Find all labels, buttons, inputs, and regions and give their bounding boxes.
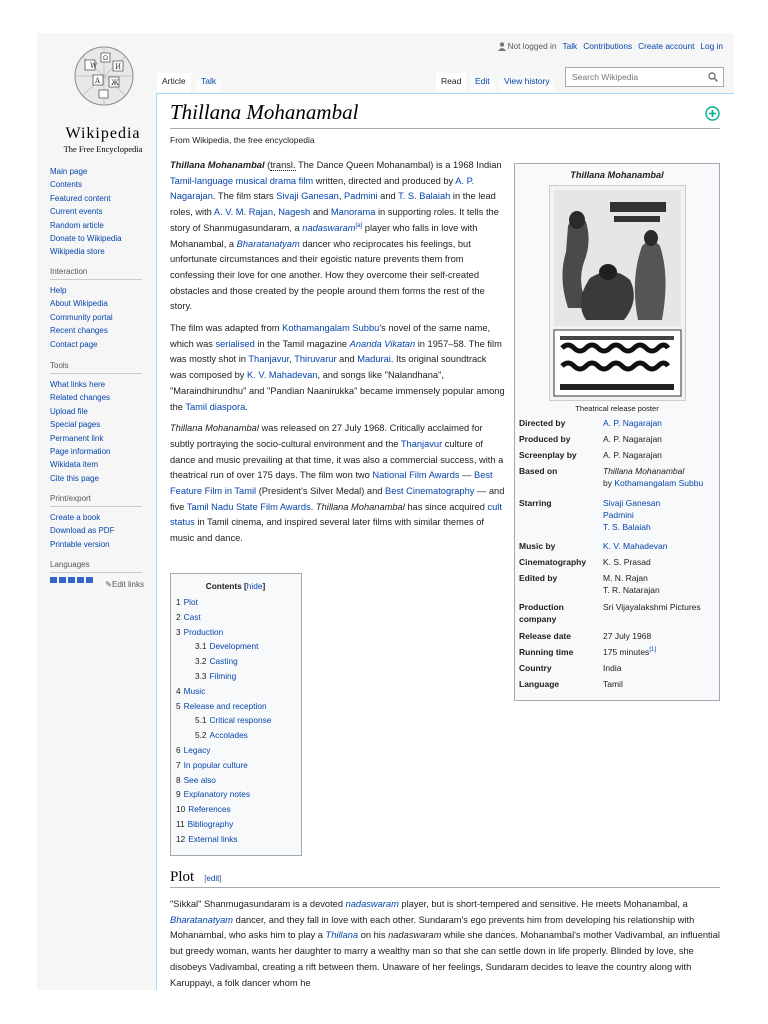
lead-paragraph-1: Thillana Mohanambal (transl. The Dance Queen Mohanambal) is a 1968 Indian Tamil-language musical drama film written, directed and produced by A. P. Nagarajan. The film stars Sivaji Ganesan, Padmini and T. S. Balaiah in the lead roles, with A. V. M. Rajan, Nagesh and Manorama in supporting roles. It tells the story of Shanmugasundaram, a nadaswaram[a] player who falls in love with Mohanambal, a Bharatanatyam dancer who reciprocates his feelings, but unfortunate circumstances and their egoistic nature prevents them from confessing their love for one another. How they overcome their self-created obstacles and those created by the people around them forms the rest of the story. bbox=[170, 160, 502, 312]
site-tagline: From Wikipedia, the free encyclopedia bbox=[170, 135, 315, 145]
infobox-row-cinematography: Cinematography K. S. Prasad bbox=[519, 556, 715, 568]
sidebar-tools bbox=[50, 361, 150, 485]
content-area bbox=[156, 93, 734, 990]
logo-tagline: The Free Encyclopedia bbox=[63, 144, 143, 154]
tab-edit[interactable]: Edit bbox=[470, 73, 495, 92]
infobox-row-directed-by: Directed by A. P. Nagarajan bbox=[519, 417, 715, 429]
lead-paragraph-3: Thillana Mohanambal was released on 27 July 1968. Critically acclaimed for subtly portraying the socio-cultural environment and the Thanjavur culture of dance and music prevailing at that time, it was also a commercial success, with a theatrical run of over 175 days. The film won two National Film Awards — Best Feature Film in Tamil (President's Silver Medal) and Best Cinematography — and five Tamil Nadu State Film Awards. Thillana Mohanambal has since acquired cult status in Tamil cinema, and inspired several later films with similar themes of music and dance. bbox=[170, 423, 505, 544]
sidebar-item-wikipedia-store[interactable]: Wikipedia store bbox=[50, 247, 105, 257]
sidebar-languages bbox=[50, 560, 150, 589]
not-logged-in: Not logged in bbox=[498, 41, 557, 51]
sidebar-item-upload-file[interactable]: Upload file bbox=[50, 406, 88, 416]
contributions-link[interactable]: Contributions bbox=[583, 41, 633, 51]
logo-wordmark: Wikipedia bbox=[65, 125, 141, 142]
toc-item-critical-response[interactable]: 5.1 Critical response bbox=[195, 715, 272, 726]
sidebar-item-related-changes[interactable]: Related changes bbox=[50, 393, 111, 403]
sidebar-item-about-wikipedia[interactable]: About Wikipedia bbox=[50, 299, 108, 309]
infobox-value: 27 July 1968 bbox=[603, 631, 652, 641]
infobox-row-produced-by: Produced by A. P. Nagarajan bbox=[519, 433, 715, 445]
infobox-row-language: Language Tamil bbox=[519, 678, 715, 690]
toc-item-plot[interactable]: 1 Plot bbox=[176, 597, 198, 607]
plot-edit-link[interactable]: edit bbox=[206, 874, 220, 883]
infobox-value: A. P. Nagarajan bbox=[603, 434, 662, 444]
infobox-row-country: Country India bbox=[519, 662, 715, 674]
lead-paragraph-2: The film was adapted from Kothamangalam Subbu's novel of the same name, which was serialised in the Tamil magazine Ananda Vikatan in 1957–58. The film was mostly shot in Thanjavur, Thiruvarur and Madurai. Its original soundtrack was composed by K. V. Mahadevan, and songs like "Nalandhana", "Maraindhirundhu" and "Pandian Naanirukka" became immensely popular among the Tamil diaspora. bbox=[170, 323, 505, 412]
sidebar-item-create-a-book[interactable]: Create a book bbox=[50, 513, 101, 522]
search-input[interactable]: Search Wikipedia bbox=[565, 67, 724, 87]
infobox-value[interactable]: T. S. Balaiah bbox=[603, 522, 651, 532]
sidebar-item-community-portal[interactable]: Community portal bbox=[50, 312, 113, 322]
log-in-link[interactable]: Log in bbox=[700, 41, 723, 51]
sidebar-item-printable-version[interactable]: Printable version bbox=[50, 539, 110, 549]
infobox-value[interactable]: K. V. Mahadevan bbox=[603, 541, 668, 551]
infobox-value: M. N. Rajan bbox=[603, 573, 648, 583]
toc-item-accolades[interactable]: 5.2 Accolades bbox=[195, 730, 248, 741]
article-body bbox=[170, 158, 505, 553]
talk-link[interactable]: Talk bbox=[562, 41, 578, 51]
citation-link[interactable]: [1] bbox=[649, 647, 656, 654]
infobox-value[interactable]: Sivaji Ganesan bbox=[603, 498, 661, 508]
sidebar-item-wikidata-item[interactable]: Wikidata item bbox=[50, 460, 99, 470]
infobox-row-production-company: Production company Sri Vijayalakshmi Pictures bbox=[519, 601, 715, 625]
infobox-row-music-by: Music by K. V. Mahadevan bbox=[519, 540, 715, 552]
sidebar-interaction bbox=[50, 267, 150, 351]
infobox-value: T. R. Natarajan bbox=[603, 585, 660, 595]
tab-talk[interactable]: Talk bbox=[196, 73, 221, 92]
svg-text:Ж: Ж bbox=[111, 79, 119, 87]
table-of-contents bbox=[170, 573, 302, 856]
infobox-caption: Theatrical release poster bbox=[575, 404, 659, 413]
infobox-value[interactable]: Padmini bbox=[603, 510, 634, 520]
title-divider bbox=[170, 128, 720, 129]
toc-item-legacy[interactable]: 6 Legacy bbox=[176, 744, 211, 755]
interaction-heading: Interaction bbox=[50, 267, 142, 280]
plot-heading: Plot [edit] bbox=[170, 869, 222, 885]
toc-item-development[interactable]: 3.1 Development bbox=[195, 641, 259, 652]
sidebar-item-cite-this-page[interactable]: Cite this page bbox=[50, 473, 99, 483]
plot-divider bbox=[170, 887, 720, 888]
sidebar-item-random-article[interactable]: Random article bbox=[50, 220, 104, 230]
infobox-value: A. P. Nagarajan bbox=[603, 450, 662, 460]
toc-item-music[interactable]: 4 Music bbox=[176, 685, 206, 696]
sidebar-item-featured-content[interactable]: Featured content bbox=[50, 193, 111, 203]
user-icon bbox=[498, 42, 506, 51]
sidebar-navigation bbox=[50, 165, 150, 259]
infobox-value: Tamil bbox=[603, 679, 623, 689]
infobox-row-release-date: Release date 27 July 1968 bbox=[519, 630, 715, 642]
toc-item-references[interactable]: 10 References bbox=[176, 804, 231, 815]
personal-tools bbox=[498, 41, 723, 51]
create-account-link[interactable]: Create account bbox=[638, 41, 695, 51]
svg-text:A: A bbox=[95, 77, 101, 85]
wikipedia-logo[interactable] bbox=[48, 45, 158, 165]
theatrical-poster-image[interactable] bbox=[549, 185, 686, 401]
infobox bbox=[514, 163, 720, 701]
toc-item-filming[interactable]: 3.3 Filming bbox=[195, 670, 237, 681]
author-link[interactable]: Kothamangalam Subbu bbox=[614, 478, 704, 488]
infobox-value[interactable]: A. P. Nagarajan bbox=[603, 418, 662, 428]
sidebar-item-contents[interactable]: Contents bbox=[50, 180, 83, 190]
sidebar-item-recent-changes[interactable]: Recent changes bbox=[50, 326, 108, 336]
infobox-row-starring: Starring Sivaji Ganesan Padmini T. S. Balaiah bbox=[519, 497, 715, 533]
pencil-icon: ✎ bbox=[105, 580, 112, 589]
sidebar-item-donate-to-wikipedia[interactable]: Donate to Wikipedia bbox=[50, 234, 122, 244]
svg-text:Ω: Ω bbox=[103, 55, 108, 62]
sidebar-print bbox=[50, 494, 150, 551]
sidebar-item-permanent-link[interactable]: Permanent link bbox=[50, 433, 104, 443]
toc-item-bibliography[interactable]: 11 Bibliography bbox=[176, 818, 234, 829]
edit-links[interactable]: ✎Edit links bbox=[105, 580, 144, 589]
page-title: Thillana Mohanambal bbox=[170, 100, 359, 124]
sidebar-item-page-information[interactable]: Page information bbox=[50, 447, 111, 457]
globe-icon bbox=[73, 45, 135, 107]
tab-view-history[interactable]: View history bbox=[499, 73, 555, 92]
tab-read[interactable]: Read bbox=[436, 73, 466, 92]
svg-text:W: W bbox=[90, 62, 98, 70]
sidebar-item-contact-page[interactable]: Contact page bbox=[50, 339, 98, 349]
plot-paragraph: "Sikkal" Shanmugasundaram is a devoted nadaswaram player, but is short-tempered and sensitive. He meets Mohanambal, a Bharatanatyam dancer, and they fall in love with each other. Sundaram's ego prevents him from developing his relationship with Mohanambal, who asks him to play a Thillana on his nadaswaram while she dances. Mohanambal's mother Vadivambal, an influential but greedy woman, wants her daughter to marry a wealthy man so that she can settle down in life properly. Blinded by love, she disobeys Vadivambal, creating a rift between them. Unaware of her feelings, Sundaram decides to leave the country along with Karuppayi, a folk dancer whom he bbox=[170, 899, 720, 988]
toc-item-release-and-reception[interactable]: 5 Release and reception bbox=[176, 700, 267, 711]
toc-hide-toggle[interactable]: hide bbox=[246, 581, 263, 591]
print-heading: Print/export bbox=[50, 494, 142, 507]
toc-item-external-links[interactable]: 12 External links bbox=[176, 833, 238, 844]
languages-heading: Languages bbox=[50, 560, 142, 573]
infobox-row-running-time: Running time 175 minutes[1] bbox=[519, 647, 656, 657]
sidebar-item-help[interactable]: Help bbox=[50, 286, 67, 295]
toc-item-in-popular-culture[interactable]: 7 In popular culture bbox=[176, 759, 248, 770]
sidebar-item-main-page[interactable]: Main page bbox=[50, 167, 88, 176]
infobox-row-edited-by: Edited by M. N. Rajan T. R. Natarajan bbox=[519, 572, 715, 596]
infobox-title: Thillana Mohanambal bbox=[570, 170, 664, 180]
toc-title: Contents [hide] bbox=[205, 581, 266, 591]
infobox-value: Sri Vijayalakshmi Pictures bbox=[603, 602, 701, 612]
search-icon[interactable] bbox=[708, 72, 718, 82]
toc-item-see-also[interactable]: 8 See also bbox=[176, 774, 216, 785]
infobox-value: K. S. Prasad bbox=[603, 557, 651, 567]
toc-item-cast[interactable]: 2 Cast bbox=[176, 611, 201, 622]
infobox-value: Thillana Mohanambal bbox=[603, 466, 685, 476]
sidebar-item-special-pages[interactable]: Special pages bbox=[50, 420, 101, 430]
infobox-value: 175 minutes bbox=[603, 647, 650, 657]
infobox-row-based-on: Based on Thillana Mohanambal by Kothamangalam Subbu bbox=[519, 465, 715, 489]
svg-text:И: И bbox=[115, 63, 122, 71]
sidebar-item-download-as-pdf[interactable]: Download as PDF bbox=[50, 526, 115, 536]
tab-article[interactable]: Article bbox=[157, 73, 191, 92]
infobox-value: India bbox=[603, 663, 622, 673]
tools-heading: Tools bbox=[50, 361, 142, 374]
infobox-row-screenplay-by: Screenplay by A. P. Nagarajan bbox=[519, 449, 715, 461]
sidebar-item-current-events[interactable]: Current events bbox=[50, 207, 103, 217]
toc-item-explanatory-notes[interactable]: 9 Explanatory notes bbox=[176, 789, 251, 800]
infobox-value: by Kothamangalam Subbu bbox=[603, 478, 704, 488]
toc-item-production[interactable]: 3 Production bbox=[176, 626, 224, 637]
page-frame bbox=[37, 33, 734, 990]
sidebar-item-what-links-here[interactable]: What links here bbox=[50, 380, 106, 389]
toc-item-casting[interactable]: 3.2 Casting bbox=[195, 656, 238, 667]
good-article-icon[interactable] bbox=[705, 106, 720, 121]
